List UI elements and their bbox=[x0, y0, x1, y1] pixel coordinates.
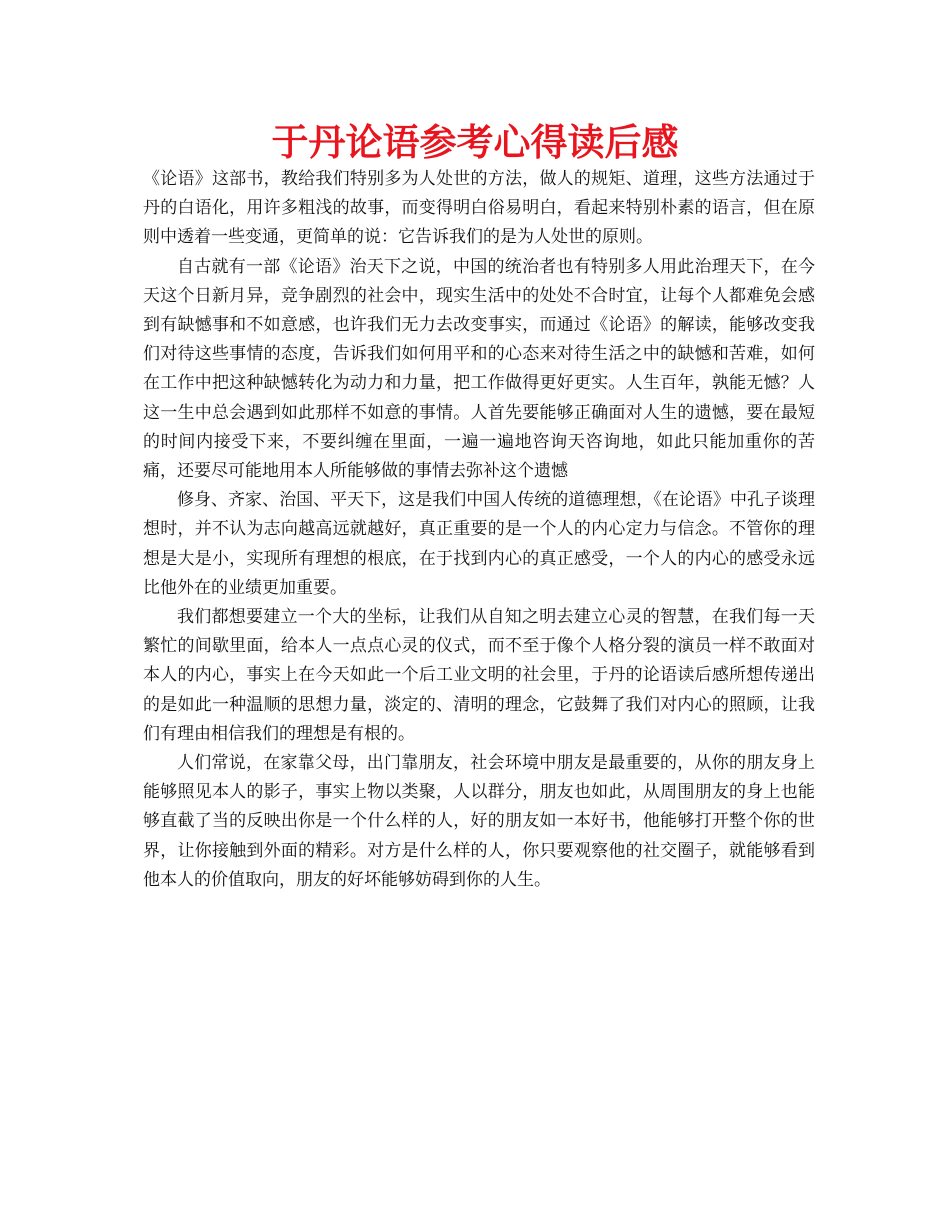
paragraph-1: 《论语》这部书，教给我们特别多为人处世的方法，做人的规矩、道理，这些方法通过于丹的白语化，用许多粗浅的故事，而变得明白俗易明白，看起来特别朴素的语言，但在原则中透着一些变通，更简单的说：它告诉我们的是为人处世的原则。 bbox=[143, 169, 815, 248]
paragraph-5: 人们常说，在家靠父母，出门靠朋友，社会环境中朋友是最重要的，从你的朋友身上能够照见本人的影子，事实上物以类聚，人以群分，朋友也如此，从周围朋友的身上也能够直截了当的反映出你是一个什么样的人，好的朋友如一本好书，他能够打开整个你的世界，让你接触到外面的精彩。对方是什么样的人，你只要观察他的社交圈子，就能够看到他本人的价值取向，朋友的好坏能够妨碍到你的人生。 bbox=[143, 753, 815, 890]
paragraph-4: 我们都想要建立一个大的坐标，让我们从自知之明去建立心灵的智慧，在我们每一天繁忙的间歇里面，给本人一点点心灵的仪式，而不至于像个人格分裂的演员一样不敢面对本人的内心，事实上在今天如此一个后工业文明的社会里，于丹的论语读后感所想传递出的是如此一种温顺的思想力量，淡定的、清明的理念，它鼓舞了我们对内心的照顾，让我们有理由相信我们的理想是有根的。 bbox=[143, 607, 815, 744]
paragraph-3: 修身、齐家、治国、平天下，这是我们中国人传统的道德理想，《在论语》中孔子谈理想时，并不认为志向越高远就越好，真正重要的是一个人的内心定力与信念。不管你的理想是大是小，实现所有理想的根底，在于找到内心的真正感受，一个人的内心的感受永远比他外在的业绩更加重要。 bbox=[143, 490, 815, 598]
document-body bbox=[143, 165, 815, 895]
paragraph-2: 自古就有一部《论语》治天下之说，中国的统治者也有特别多人用此治理天下，在今天这个日新月异，竞争剧烈的社会中，现实生活中的处处不合时宜，让每个人都难免会感到有缺憾事和不如意感，也许我们无力去改变事实，而通过《论语》的解读，能够改变我们对待这些事情的态度，告诉我们如何用平和的心态来对待生活之中的缺憾和苦难，如何在工作中把这种缺憾转化为动力和力量，把工作做得更好更实。人生百年，孰能无憾？人这一生中总会遇到如此那样不如意的事情。人首先要能够正确面对人生的遗憾，要在最短的时间内接受下来，不要纠缠在里面，一遍一遍地咨询天咨询地，如此只能加重你的苦痛，还要尽可能地用本人所能够做的事情去弥补这个遗憾 bbox=[143, 256, 815, 482]
document-title: 于丹论语参考心得读后感 bbox=[271, 121, 679, 164]
